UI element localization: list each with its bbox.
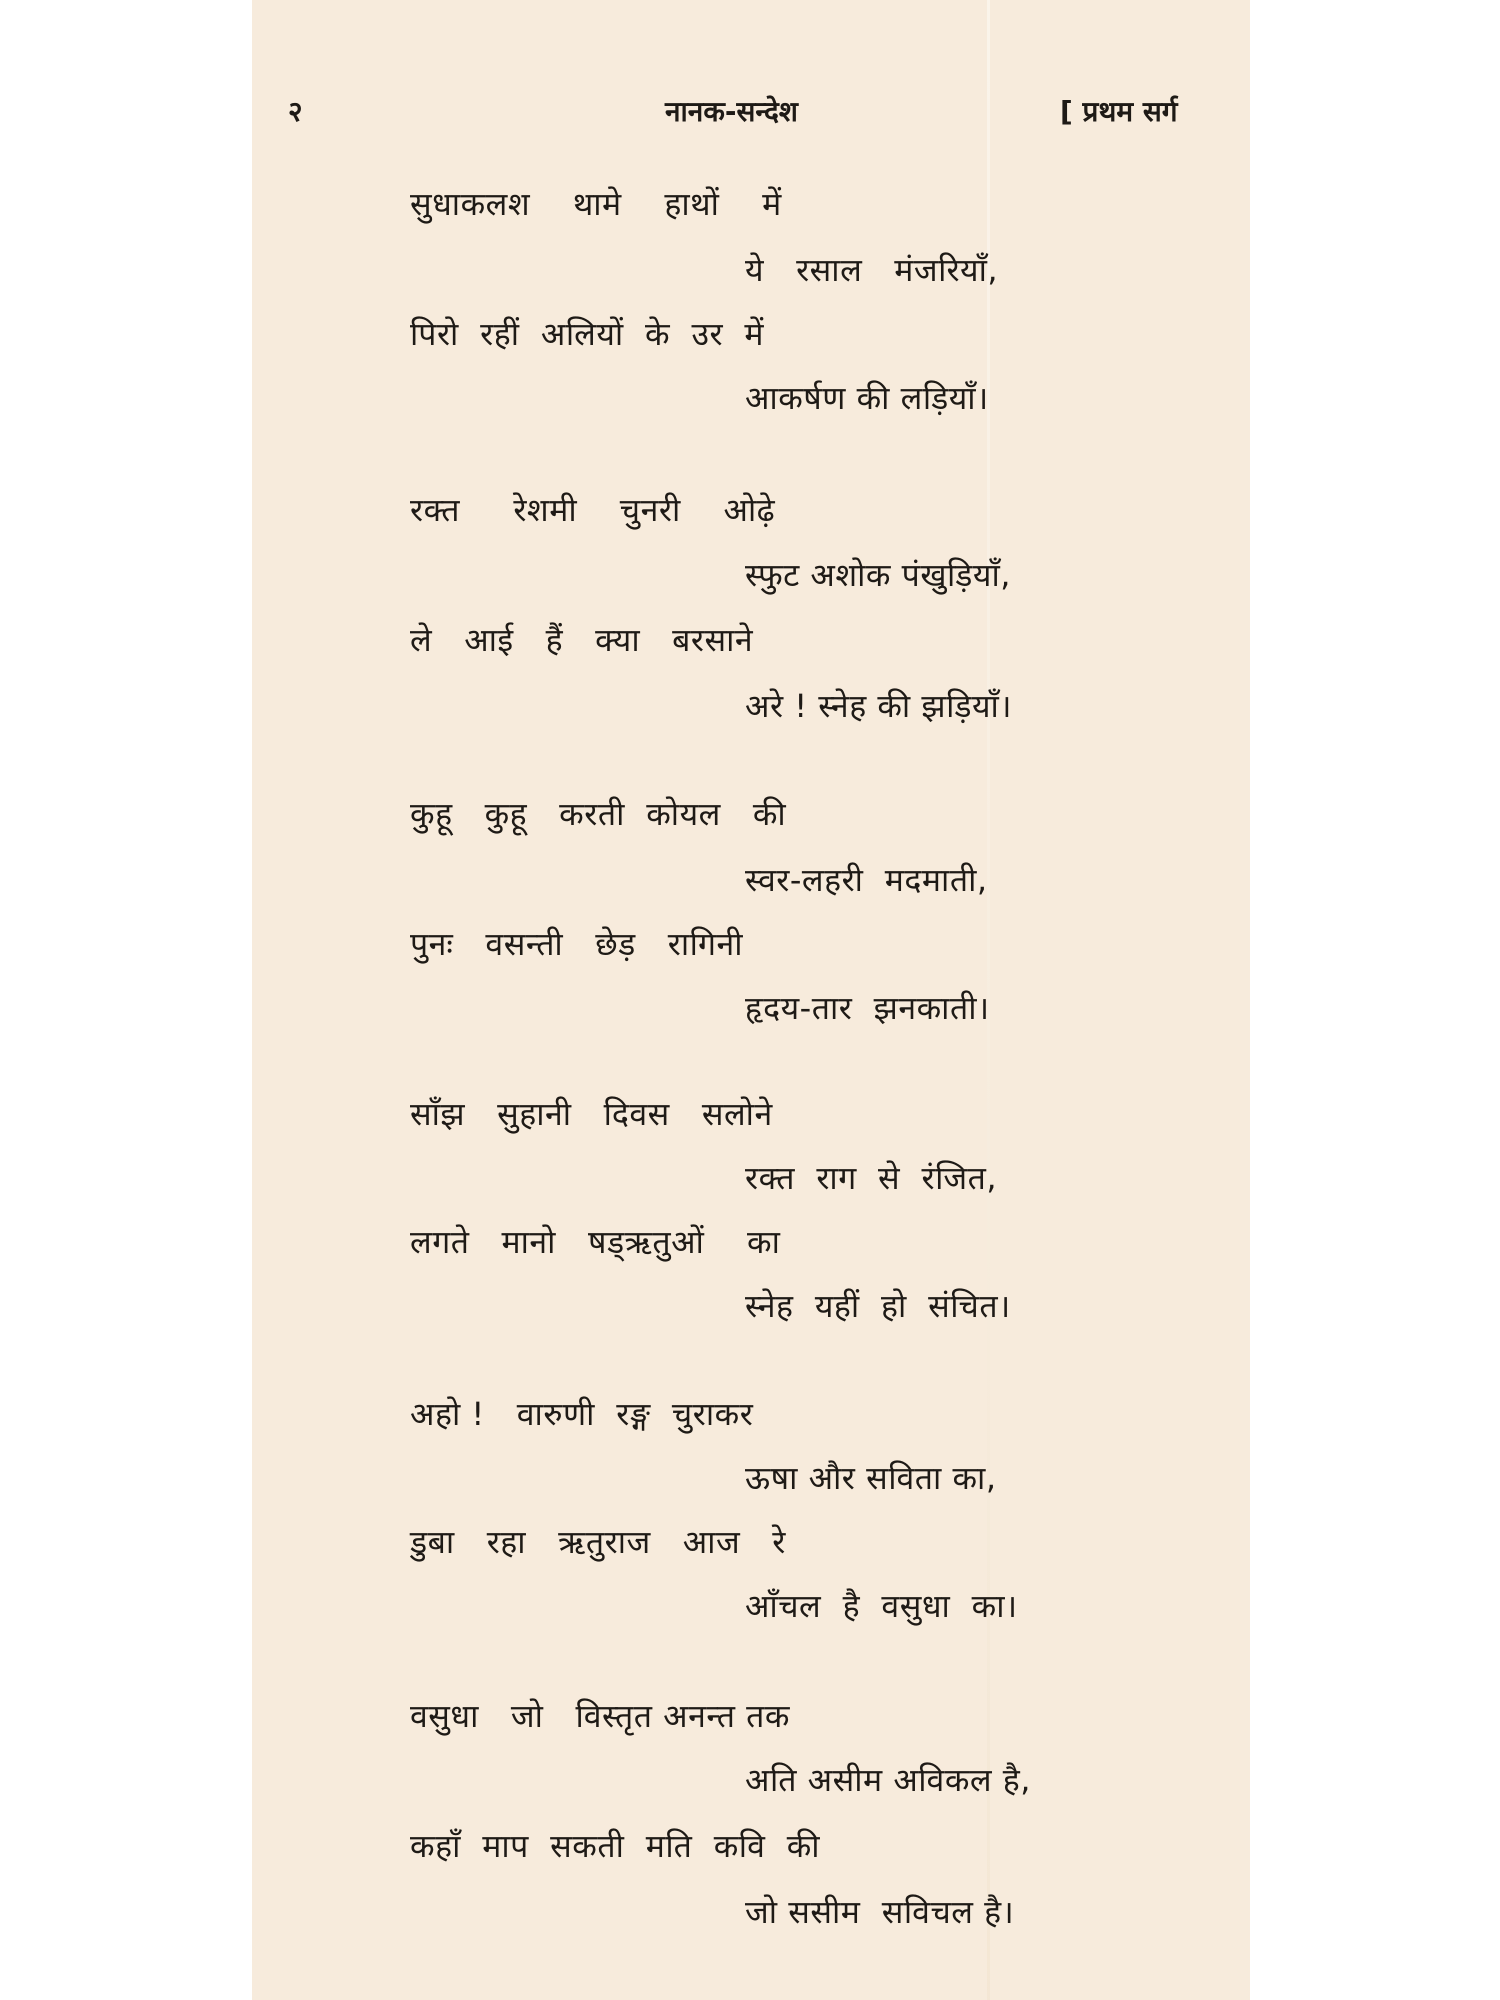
verse-line: रक्त रेशमी चुनरी ओढ़े — [410, 491, 776, 529]
verse-line: डुबा रहा ऋतुराज आज रे — [410, 1523, 786, 1561]
verse-line: कहाँ माप सकती मति कवि की — [410, 1827, 821, 1865]
verse-line: स्फुट अशोक पंखुड़ियाँ, — [745, 556, 1011, 594]
verse-line: साँझ सुहानी दिवस सलोने — [410, 1095, 773, 1133]
page-number: २ — [288, 95, 303, 128]
verse-line: स्वर-लहरी मदमाती, — [745, 861, 988, 899]
verse-line: हृदय-तार झनकाती। — [745, 989, 990, 1027]
verse-line: अहो ! वारुणी रङ्ग चुराकर — [410, 1395, 754, 1433]
verse-line: स्नेह यहीं हो संचित। — [745, 1287, 1011, 1325]
section-title: [ प्रथम सर्ग — [1060, 95, 1178, 128]
verse-line: ऊषा और सविता का, — [745, 1459, 997, 1497]
running-title: नानक-सन्देश — [665, 95, 798, 128]
verse-line: रक्त राग से रंजित, — [745, 1159, 998, 1197]
verse-line: वसुधा जो विस्तृत अनन्त तक — [410, 1697, 790, 1735]
verse-line: ये रसाल मंजरियाँ, — [745, 251, 999, 289]
verse-line: पुनः वसन्ती छेड़ रागिनी — [410, 925, 744, 963]
verse-line: अरे ! स्नेह की झड़ियाँ। — [745, 687, 1012, 725]
verse-line: लगते मानो षड्ऋतुओं का — [410, 1223, 781, 1261]
verse-line: कुहू कुहू करती कोयल की — [410, 795, 787, 833]
verse-line: पिरो रहीं अलियों के उर में — [410, 315, 765, 353]
verse-line: अति असीम अविकल है, — [745, 1761, 1031, 1799]
verse-line: आकर्षण की लड़ियाँ। — [745, 379, 989, 417]
verse-line: आँचल है वसुधा का। — [745, 1587, 1018, 1625]
verse-line: सुधाकलश थामे हाथों में — [410, 185, 782, 223]
verse-line: ले आई हैं क्या बरसाने — [410, 621, 754, 659]
verse-line: जो ससीम सविचल है। — [745, 1893, 1015, 1931]
